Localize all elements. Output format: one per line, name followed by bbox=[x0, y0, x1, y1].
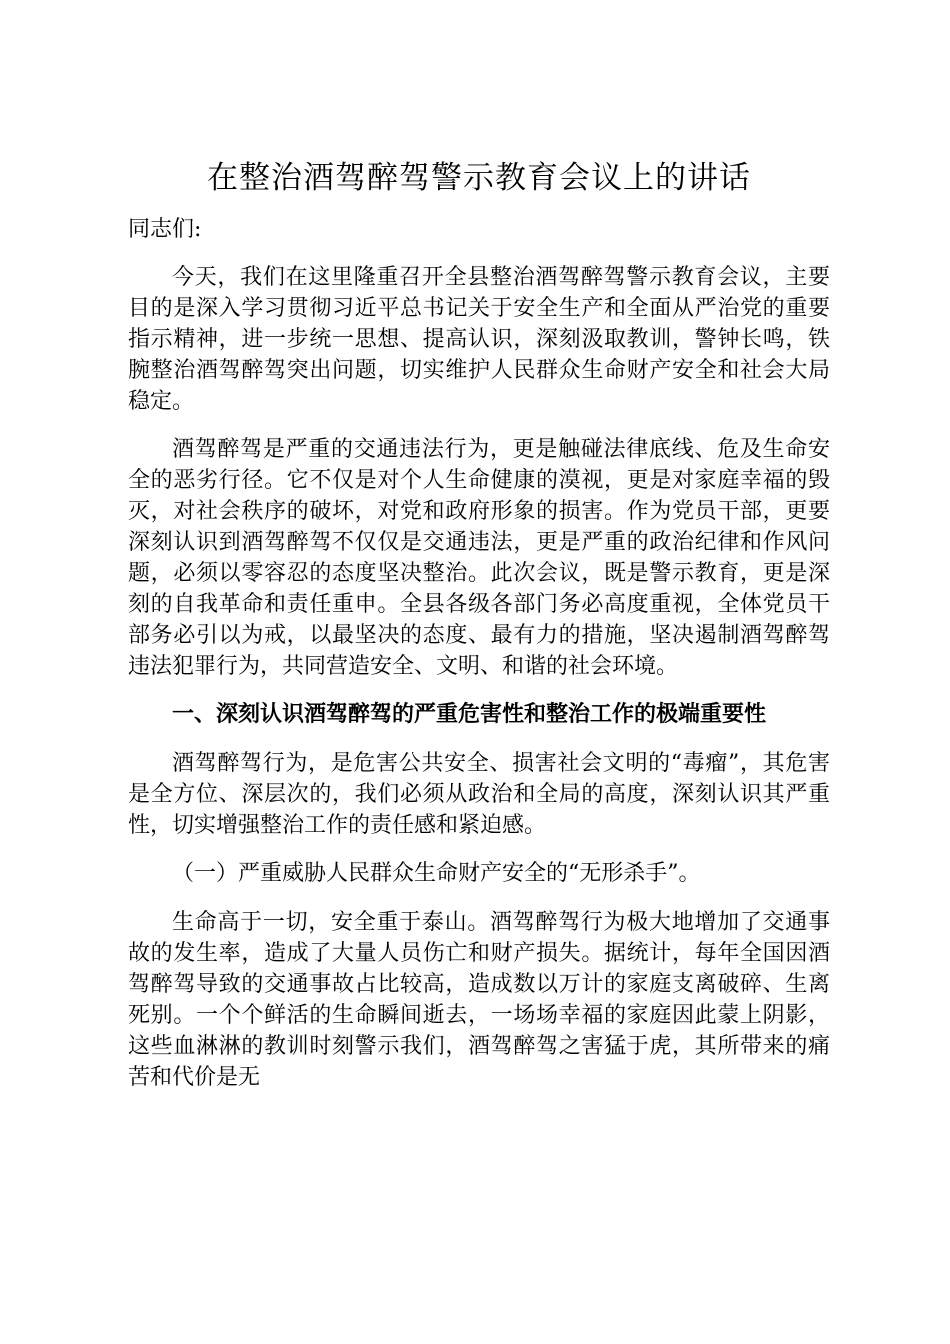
subsection-heading-1: （一）严重威胁人民群众生命财产安全的“无形杀手”。 bbox=[172, 861, 701, 886]
document-page bbox=[128, 158, 830, 1110]
section-heading-1: 一、深刻认识酒驾醉驾的严重危害性和整治工作的极端重要性 bbox=[172, 702, 767, 727]
section-1-intro: 酒驾醉驾行为，是危害公共安全、损害社会文明的“毒瘤”，其危害是全方位、深层次的，我们必须从政治和全局的高度，深刻认识其严重性，切实增强整治工作的责任感和紧迫感。 bbox=[128, 751, 830, 838]
paragraph-background: 酒驾醉驾是严重的交通违法行为，更是触碰法律底线、危及生命安全的恶劣行径。它不仅是对个人生命健康的漠视，更是对家庭幸福的毁灭，对社会秩序的破坏，对党和政府形象的损害。作为党员干部，更要深刻认识到酒驾醉驾不仅仅是交通违法，更是严重的政治纪律和作风问题，必须以零容忍的态度坚决整治。此次会议，既是警示教育，更是深刻的自我革命和责任重申。全县各级各部门务必高度重视，全体党员干部务必引以为戒，以最坚决的态度、最有力的措施，坚决遏制酒驾醉驾违法犯罪行为，共同营造安全、文明、和谐的社会环境。 bbox=[128, 437, 830, 679]
subsection-1-body: 生命高于一切，安全重于泰山。酒驾醉驾行为极大地增加了交通事故的发生率，造成了大量人员伤亡和财产损失。据统计，每年全国因酒驾醉驾导致的交通事故占比较高，造成数以万计的家庭支离破碎、生离死别。一个个鲜活的生命瞬间逝去，一场场幸福的家庭因此蒙上阴影，这些血淋淋的教训时刻警示我们，酒驾醉驾之害猛于虎，其所带来的痛苦和代价是无 bbox=[128, 910, 830, 1090]
salutation: 同志们: bbox=[128, 217, 202, 242]
document-title: 在整治酒驾醉驾警示教育会议上的讲话 bbox=[207, 160, 751, 196]
paragraph-opening: 今天，我们在这里隆重召开全县整治酒驾醉驾警示教育会议，主要目的是深入学习贯彻习近平总书记关于安全生产和全面从严治党的重要指示精神，进一步统一思想、提高认识，深刻汲取教训，警钟长鸣，铁腕整治酒驾醉驾突出问题，切实维护人民群众生命财产安全和社会大局稳定。 bbox=[128, 265, 830, 414]
